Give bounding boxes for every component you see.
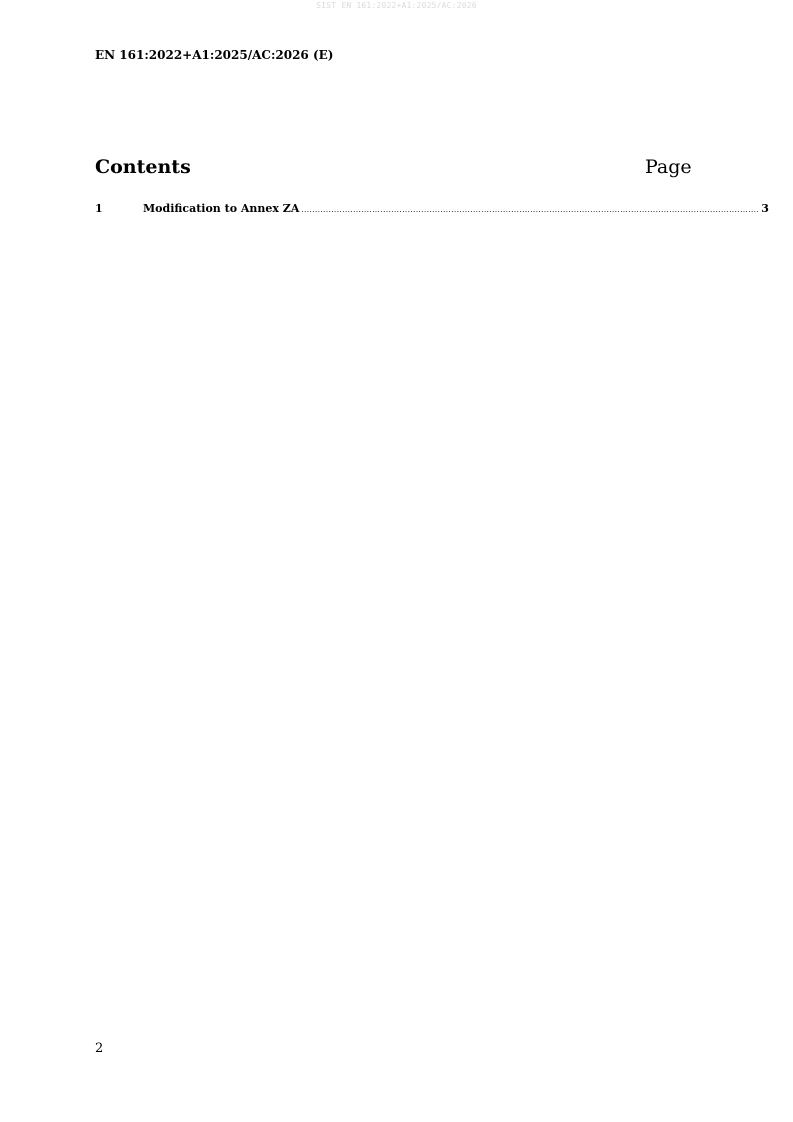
page-number: 2 bbox=[95, 1041, 104, 1056]
toc-entry[interactable] bbox=[95, 202, 769, 215]
document-identifier: EN 161:2022+A1:2025/AC:2026 (E) bbox=[95, 48, 334, 62]
contents-heading: Contents bbox=[95, 156, 191, 178]
toc-entry-number: 1 bbox=[95, 202, 103, 215]
toc-entry-title[interactable]: Modification to Annex ZA bbox=[143, 202, 300, 215]
toc-dot-leader: ........................................................................................................................................................................ bbox=[301, 206, 760, 214]
watermark-text: SIST EN 161:2022+A1:2025/AC:2026 bbox=[316, 1, 477, 10]
page-column-heading: Page bbox=[645, 156, 692, 178]
toc-entry-page: 3 bbox=[761, 202, 769, 215]
